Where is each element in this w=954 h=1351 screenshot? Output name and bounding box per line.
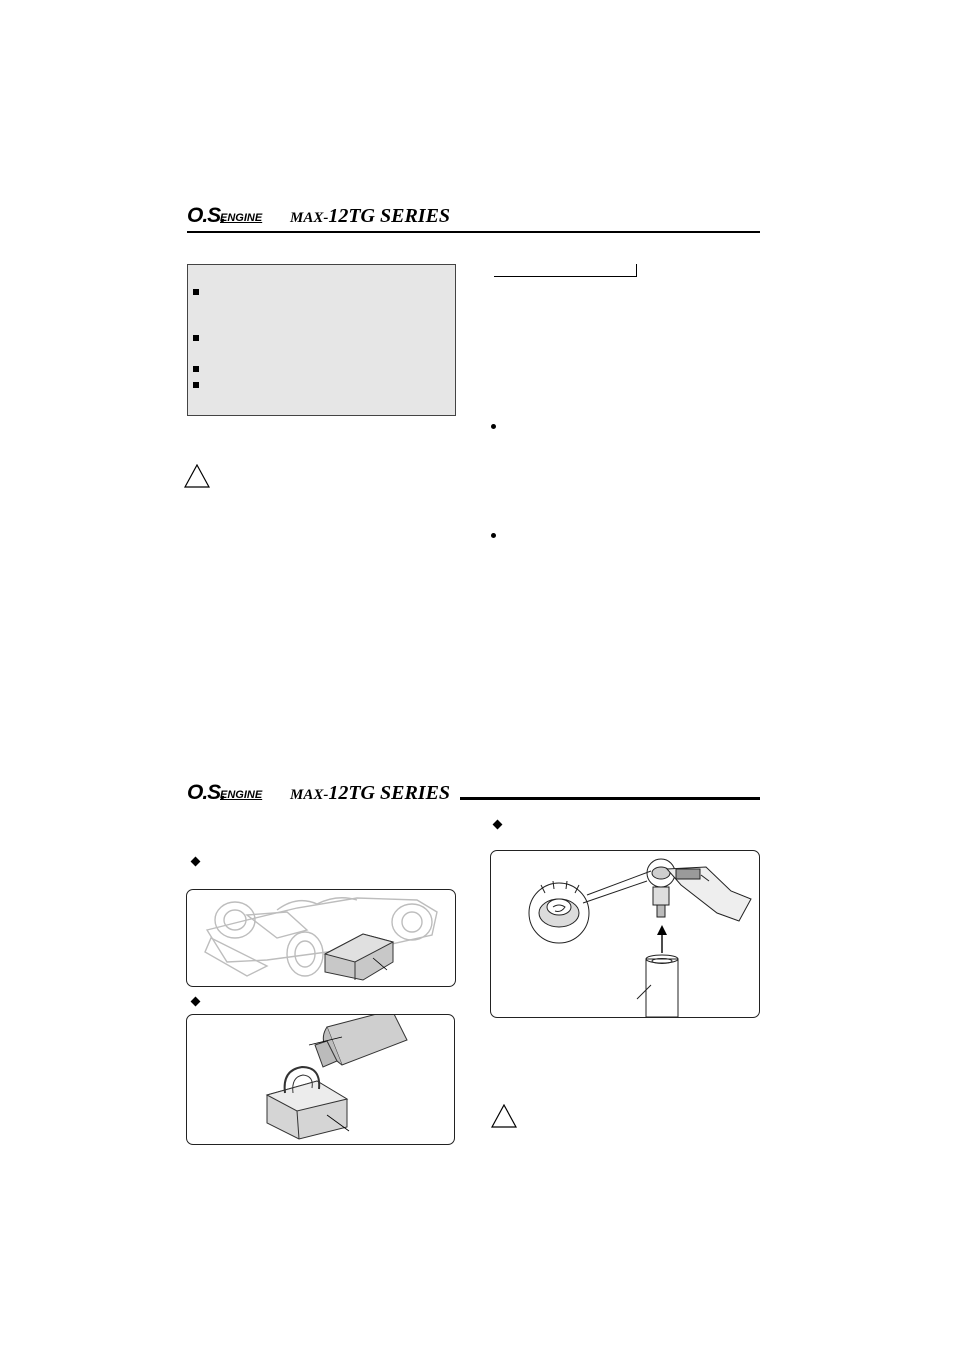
series-name: 12TG SERIES [328,782,451,804]
diamond-bullet-icon [191,997,201,1007]
series-prefix: MAX- [290,787,329,803]
round-bullet-icon [491,533,496,538]
engine-logo-text: ENGINE [220,212,263,224]
os-logo: O.S. [187,781,226,804]
os-logo: O.S. [187,204,226,227]
round-bullet-icon [491,424,496,429]
square-bullet-icon [193,335,199,341]
car-illustration-panel [186,889,456,987]
engine-logo-text: ENGINE [220,789,263,801]
square-bullet-icon [193,382,199,388]
square-bullet-icon [193,366,199,372]
series-title [290,205,450,228]
car-chassis-illustration [187,890,455,986]
top-header-rule [187,231,760,233]
plug-illustration-panel [490,850,760,1018]
series-title [290,782,450,805]
warning-triangle-icon [184,464,210,488]
series-prefix: MAX- [290,210,329,226]
section-heading-line [494,276,636,277]
section-heading-tick [636,264,637,277]
bottom-header-rule [460,797,760,800]
top-header [187,204,760,234]
notice-box [187,264,456,416]
diamond-bullet-icon [493,820,503,830]
warning-triangle-icon [491,1104,517,1128]
glue-application-illustration [187,1015,454,1144]
bottom-header [187,781,760,811]
diamond-bullet-icon [191,857,201,867]
series-name: 12TG SERIES [328,205,451,227]
glow-plug-illustration [491,851,759,1017]
square-bullet-icon [193,289,199,295]
glue-illustration-panel [186,1014,455,1145]
